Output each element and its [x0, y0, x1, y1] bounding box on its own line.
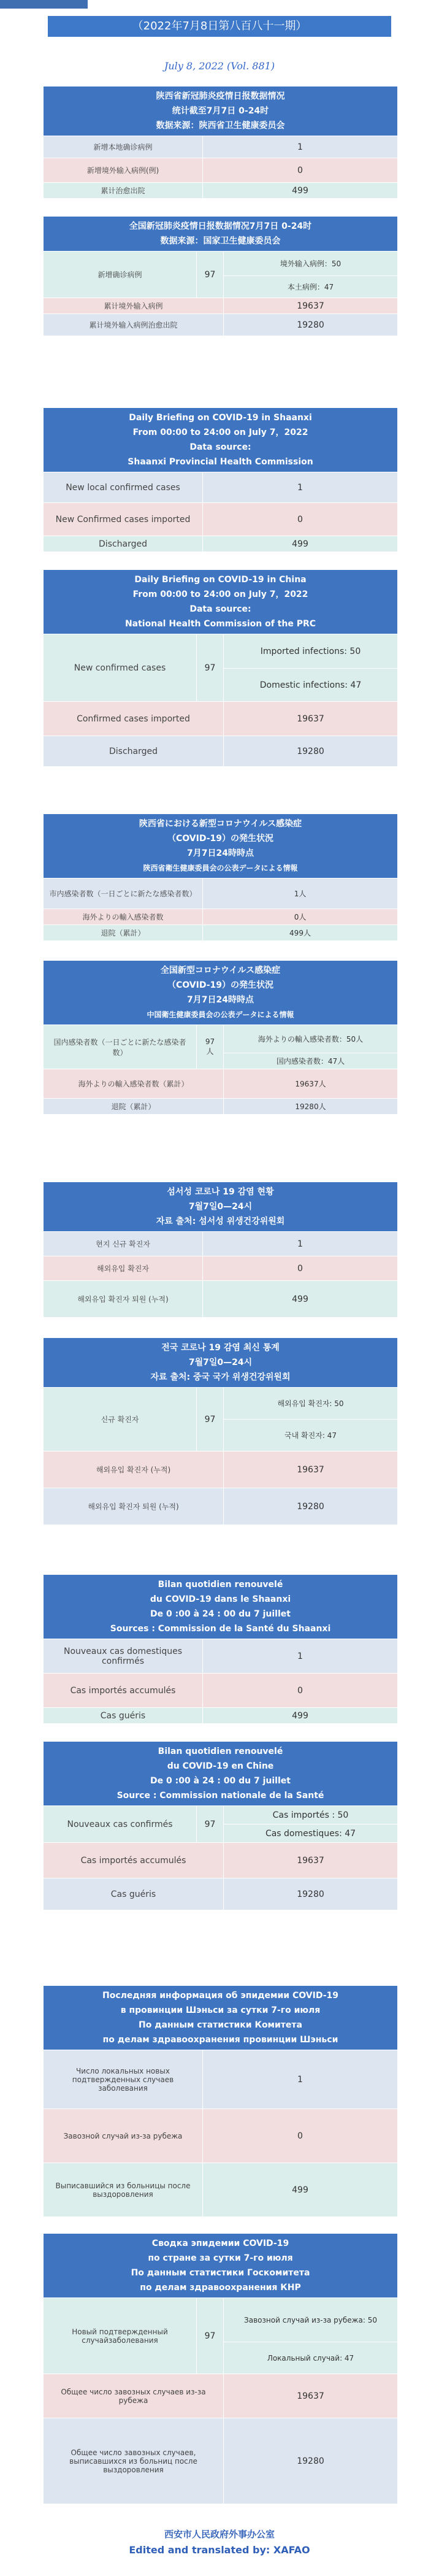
jp-new-local-label: 市内感染者数（一日ごとに新たな感染者数）: [44, 879, 203, 909]
fr-new-imported-label: Cas importés accumulés: [44, 1674, 203, 1708]
en-shaanxi-source2: Shaanxi Provincial Health Commission: [128, 457, 313, 467]
ru-china-header: [44, 2234, 398, 2298]
cn-shaanxi-table: [43, 86, 398, 199]
en-china-local: Domestic infections: 47: [224, 669, 398, 702]
kr-shaanxi-table: [43, 1182, 398, 1318]
kr-new-local-label: 현지 신규 확진자: [44, 1232, 203, 1256]
en-china-table: [43, 569, 398, 767]
jp-shaanxi-title3: 7月7日24時時点: [187, 848, 254, 858]
en-china-title1: Daily Briefing on COVID-19 in China: [134, 575, 307, 585]
fr-shaanxi-source: Sources : Commission de la Santé du Shaanxi: [110, 1624, 331, 1634]
en-shaanxi-title2: From 00:00 to 24:00 on July 7，2022: [132, 428, 308, 437]
ru-cum-imported-value: 19637: [224, 2374, 398, 2418]
kr-new-imported-value: 0: [203, 1256, 398, 1281]
en-china-new-label: New confirmed cases: [44, 634, 197, 702]
fr-discharged-label: Cas guéris: [44, 1708, 203, 1724]
ru-shaanxi-header: [44, 1986, 398, 2050]
en-cum-imported-value: 19637: [224, 702, 398, 736]
jp-china-imported: 海外よりの輸入感染者数：50人: [224, 1025, 398, 1053]
fr-china-header: [44, 1742, 398, 1806]
fr-shaanxi-title3: De 0 :00 à 24 : 00 du 7 juillet: [150, 1609, 291, 1619]
kr-china-header: [44, 1338, 398, 1388]
fr-china-local: Cas domestiques: 47: [224, 1824, 398, 1843]
kr-shaanxi-title2: 7월7일0—24시: [188, 1202, 253, 1212]
ru-china-imported: Завозной случай из-за рубежа: 50: [224, 2298, 398, 2342]
jp-shaanxi-title1: 陝西省における新型コロナウイルス感染症: [139, 819, 302, 829]
issue-header: [0, 16, 439, 72]
ru-shaanxi-title3: По данным статистики Комитета: [139, 2020, 302, 2030]
jp-china-title2: （COVID-19）の発生状況: [167, 980, 274, 990]
jp-cum-discharged-value: 19280人: [224, 1099, 398, 1115]
cn-china-header: [44, 217, 398, 252]
cn-shaanxi-title1: 陕西省新冠肺炎疫情日报数据情况: [156, 91, 285, 101]
cn-china-table: [43, 216, 398, 336]
ru-china-table: [43, 2233, 398, 2504]
en-shaanxi-source1: Data source:: [189, 442, 251, 452]
cn-discharged-value: 499: [203, 183, 398, 199]
kr-china-local: 국내 확진자: 47: [224, 1420, 398, 1451]
ru-china-title3: По данным статистики Госкомитета: [131, 2268, 310, 2278]
cn-china-source: 数据来源：国家卫生健康委员会: [160, 236, 281, 246]
cn-new-local-value: 1: [203, 136, 398, 158]
jp-china-title1: 全国新型コロナウイルス感染症: [160, 966, 281, 975]
fr-cum-imported-label: Cas importés accumulés: [44, 1843, 224, 1878]
jp-china-source: 中国衛生健康委員会の公表データによる情報: [147, 1010, 294, 1019]
en-new-imported-value: 0: [203, 503, 398, 536]
en-china-source2: National Health Commission of the PRC: [124, 619, 316, 629]
fr-cum-discharged-label: Cas guéris: [44, 1878, 224, 1910]
fr-shaanxi-header: [44, 1575, 398, 1639]
ru-new-imported-value: 0: [203, 2109, 398, 2163]
kr-china-title2: 7월7일0—24시: [188, 1358, 253, 1367]
cn-new-imported-value: 0: [203, 158, 398, 183]
kr-china-new-value: 97: [197, 1388, 224, 1451]
jp-shaanxi-title2: （COVID-19）の発生状況: [167, 834, 274, 844]
en-shaanxi-title1: Daily Briefing on COVID-19 in Shaanxi: [129, 413, 312, 423]
en-china-title2: From 00:00 to 24:00 on July 7，2022: [132, 590, 308, 599]
footer-credit: Edited and translated by: XAFAO: [129, 2544, 310, 2556]
ru-shaanxi-table: [43, 1985, 398, 2217]
en-china-imported: Imported infections: 50: [224, 634, 398, 669]
cn-china-local: 本土病例：47: [224, 276, 398, 298]
jp-new-local-value: 1人: [203, 879, 398, 909]
fr-china-table: [43, 1741, 398, 1910]
kr-shaanxi-source: 자료 출처: 섬서성 위생건강위원회: [156, 1217, 285, 1226]
footer: [0, 2528, 439, 2556]
ru-shaanxi-title4: по делам здравоохранения провинции Шэньси: [102, 2035, 338, 2045]
en-new-local-value: 1: [203, 472, 398, 503]
ru-discharged-value: 499: [203, 2163, 398, 2217]
fr-china-title3: De 0 :00 à 24 : 00 du 7 juillet: [150, 1776, 291, 1786]
fr-new-local-label: Nouveaux cas domestiques confirmés: [44, 1639, 203, 1674]
jp-china-header: [44, 961, 398, 1025]
fr-cum-discharged-value: 19280: [224, 1878, 398, 1910]
jp-shaanxi-source: 陝西省衛生健康委員会の公表データによる情報: [143, 864, 298, 872]
en-cum-discharged-label: Discharged: [44, 736, 224, 767]
cn-shaanxi-header: [44, 87, 398, 136]
cn-discharged-label: 累计治愈出院: [44, 183, 203, 199]
ru-china-title2: по стране за сутки 7-го июля: [148, 2253, 293, 2263]
kr-china-imported: 해외유입 확진자: 50: [224, 1388, 398, 1420]
kr-shaanxi-title1: 섬서성 코로나 19 감염 현황: [167, 1187, 274, 1197]
kr-cum-discharged-label: 해외유입 확진자 퇴원 (누적): [44, 1488, 224, 1525]
fr-china-title2: du COVID-19 en Chine: [167, 1761, 274, 1771]
kr-shaanxi-header: [44, 1182, 398, 1232]
kr-cum-imported-label: 해외유입 확진자 (누적): [44, 1451, 224, 1488]
fr-china-title1: Bilan quotidien renouvelé: [158, 1747, 283, 1756]
issue-number-cn: （2022年7月8日第八百八十一期）: [48, 16, 391, 37]
cn-new-imported-label: 新增境外输入病例(例): [44, 158, 203, 183]
top-banner: [0, 0, 439, 9]
cn-cum-imported-label: 累计境外输入病例: [44, 298, 224, 314]
kr-new-imported-label: 해외유입 확진자: [44, 1256, 203, 1281]
jp-shaanxi-table: [43, 813, 398, 941]
jp-discharged-label: 退院（累計）: [44, 925, 203, 941]
ru-new-local-value: 1: [203, 2050, 398, 2109]
kr-discharged-value: 499: [203, 1281, 398, 1318]
cn-shaanxi-title2: 统计截至7月7日 0-24时: [172, 106, 269, 116]
cn-china-new-label: 新增确诊病例: [44, 252, 197, 298]
en-new-local-label: New local confirmed cases: [44, 472, 203, 503]
ru-china-local: Локальный случай: 47: [224, 2342, 398, 2374]
en-discharged-value: 499: [203, 536, 398, 552]
ru-new-local-label: Число локальных новых подтвержденных случаев заболевания: [44, 2050, 203, 2109]
ru-cum-discharged-label: Общее число завозных случаев, выписавшихся из больниц после выздоровления: [44, 2418, 224, 2504]
fr-shaanxi-table: [43, 1574, 398, 1724]
cn-shaanxi-source: 数据来源：陕西省卫生健康委员会: [156, 121, 285, 131]
issue-date-en: July 8, 2022 (Vol. 881): [164, 60, 275, 72]
kr-china-new-label: 신규 확진자: [44, 1388, 197, 1451]
en-china-source1: Data source:: [189, 604, 251, 614]
kr-new-local-value: 1: [203, 1232, 398, 1256]
en-discharged-label: Discharged: [44, 536, 203, 552]
fr-discharged-value: 499: [203, 1708, 398, 1724]
fr-china-source: Source : Commission nationale de la Santé: [116, 1791, 324, 1801]
ru-shaanxi-title1: Последняя информация об эпидемии COVID-19: [102, 1991, 338, 2001]
jp-shaanxi-header: [44, 814, 398, 879]
ru-china-new-value: 97: [197, 2298, 224, 2374]
cn-cum-discharged-value: 19280: [224, 314, 398, 336]
kr-china-title1: 전국 코로나 19 감염 최신 통계: [161, 1343, 280, 1353]
ru-shaanxi-title2: в провинции Шэньси за сутки 7-го июля: [120, 2005, 321, 2015]
jp-cum-imported-value: 19637人: [224, 1069, 398, 1099]
ru-cum-discharged-value: 19280: [224, 2418, 398, 2504]
jp-china-title3: 7月7日24時時点: [187, 995, 254, 1005]
fr-shaanxi-title2: du COVID-19 dans le Shaanxi: [150, 1594, 291, 1604]
fr-new-imported-value: 0: [203, 1674, 398, 1708]
jp-china-new-value: 97人: [197, 1025, 224, 1069]
en-shaanxi-header: [44, 408, 398, 472]
jp-china-local: 国内感染者数：47人: [224, 1053, 398, 1069]
jp-cum-discharged-label: 退院（累計）: [44, 1099, 224, 1115]
kr-cum-imported-value: 19637: [224, 1451, 398, 1488]
ru-china-new-label: Новый подтвержденный случайзаболевания: [44, 2298, 197, 2374]
en-cum-discharged-value: 19280: [224, 736, 398, 767]
en-china-new-value: 97: [197, 634, 224, 702]
fr-china-new-label: Nouveaux cas confirmés: [44, 1806, 197, 1843]
jp-new-imported-value: 0人: [203, 909, 398, 925]
cn-china-title1: 全国新冠肺炎疫情日报数据情况7月7日 0-24时: [129, 221, 312, 231]
kr-discharged-label: 해외유입 확진자 퇴원 (누적): [44, 1281, 203, 1318]
ru-new-imported-label: Завозной случай из-за рубежа: [44, 2109, 203, 2163]
ru-cum-imported-label: Общее число завозных случаев из-за рубежа: [44, 2374, 224, 2418]
fr-cum-imported-value: 19637: [224, 1843, 398, 1878]
ru-discharged-label: Выписавшийся из больницы после выздоровления: [44, 2163, 203, 2217]
en-shaanxi-table: [43, 407, 398, 552]
cn-new-local-label: 新增本地确诊病例: [44, 136, 203, 158]
jp-cum-imported-label: 海外よりの輸入感染者数（累計）: [44, 1069, 224, 1099]
jp-china-table: [43, 960, 398, 1115]
jp-discharged-value: 499人: [203, 925, 398, 941]
en-cum-imported-label: Confirmed cases imported: [44, 702, 224, 736]
kr-china-source: 자료 출처: 중국 국가 위생건강위원회: [150, 1372, 291, 1382]
kr-cum-discharged-value: 19280: [224, 1488, 398, 1525]
en-new-imported-label: New Confirmed cases imported: [44, 503, 203, 536]
ru-china-title1: Сводка эпидемии COVID-19: [151, 2239, 289, 2248]
kr-china-table: [43, 1337, 398, 1525]
fr-china-new-value: 97: [197, 1806, 224, 1843]
cn-china-imported: 境外输入病例：50: [224, 252, 398, 276]
footer-office: 西安市人民政府外事办公室: [164, 2529, 275, 2540]
ru-china-title4: по делам здравоохранения КНР: [140, 2283, 301, 2293]
jp-new-imported-label: 海外よりの輸入感染者数: [44, 909, 203, 925]
fr-china-imported: Cas importés : 50: [224, 1806, 398, 1824]
cn-cum-discharged-label: 累计境外输入病例治愈出院: [44, 314, 224, 336]
en-china-header: [44, 570, 398, 634]
jp-china-new-label: 国内感染者数（一日ごとに新たな感染者数）: [44, 1025, 197, 1069]
fr-new-local-value: 1: [203, 1639, 398, 1674]
cn-cum-imported-value: 19637: [224, 298, 398, 314]
cn-china-new-value: 97: [197, 252, 224, 298]
fr-shaanxi-title1: Bilan quotidien renouvelé: [158, 1580, 283, 1590]
